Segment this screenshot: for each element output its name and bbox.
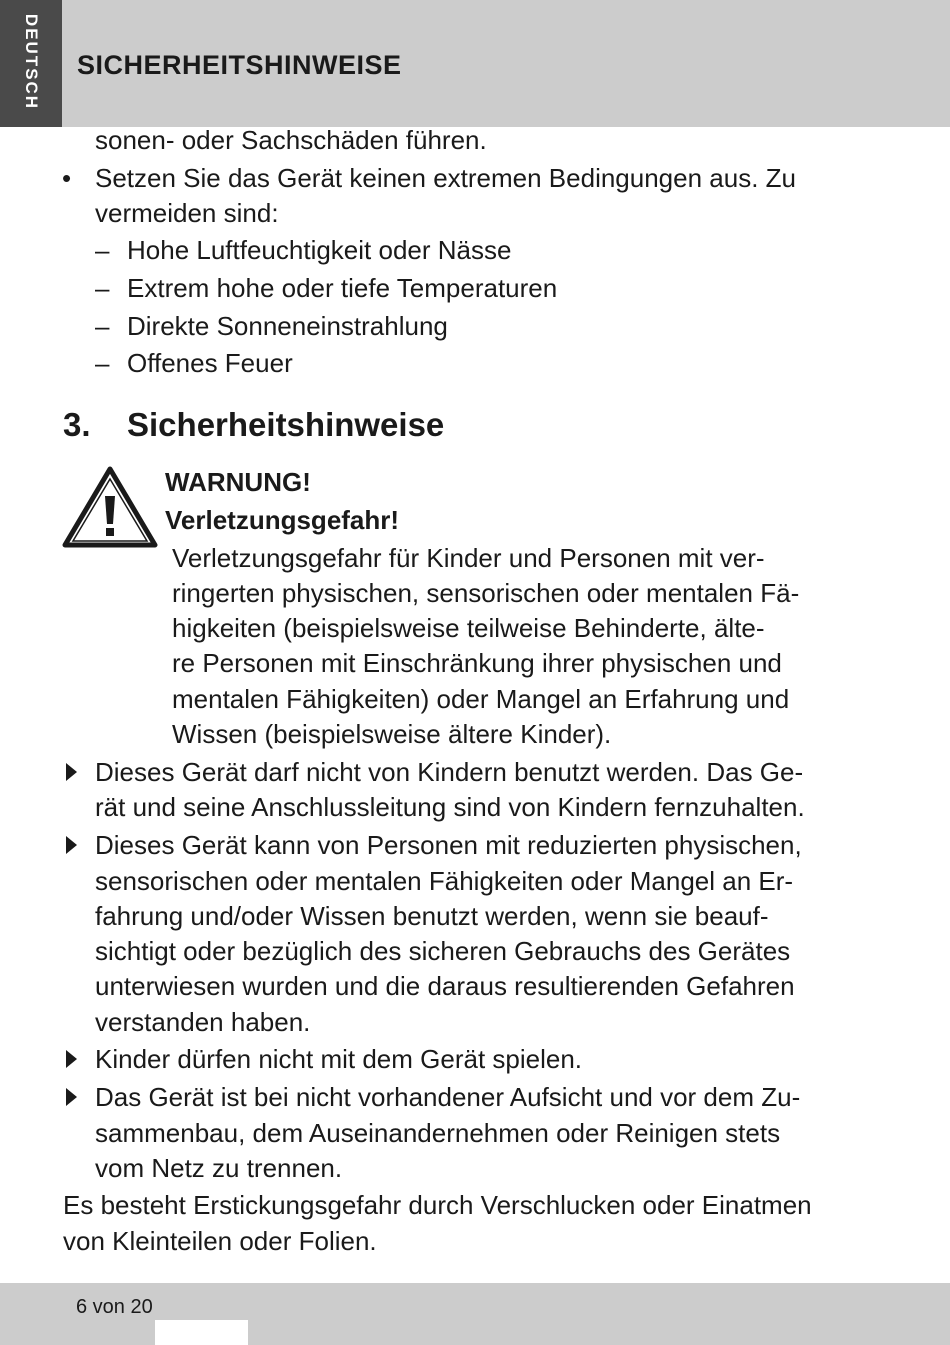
- bullet-marker: •: [62, 163, 72, 193]
- warning-triangle-icon: [62, 466, 158, 548]
- dash-marker: –: [95, 348, 110, 378]
- warning-body-line: re Personen mit Einschränkung ihrer physischen und: [172, 648, 782, 678]
- sub-item: Direkte Sonneneinstrahlung: [127, 311, 448, 341]
- instruction-line: sammenbau, dem Auseinandernehmen oder Reinigen stets: [95, 1118, 781, 1148]
- arrow-bullet-icon: [66, 836, 77, 854]
- sub-item: Extrem hohe oder tiefe Temperaturen: [127, 273, 558, 303]
- warning-label: WARNUNG!: [165, 467, 311, 497]
- instruction-line: verstanden haben.: [95, 1007, 311, 1037]
- sub-item: Hohe Luftfeuchtigkeit oder Nässe: [127, 235, 512, 265]
- warning-body-line: mentalen Fähigkeiten) oder Mangel an Erfahrung und: [172, 684, 790, 714]
- language-tab-label: DEUTSCH: [22, 13, 41, 111]
- warning-body-line: ringerten physischen, sensorischen oder mentalen Fä-: [172, 578, 800, 608]
- warning-body-line: Wissen (beispielsweise ältere Kinder).: [172, 719, 612, 749]
- dash-marker: –: [95, 273, 110, 303]
- section-title: Sicherheitshinweise: [127, 406, 445, 443]
- warning-body-line: Verletzungsgefahr für Kinder und Personen mit ver-: [172, 543, 765, 573]
- language-tab: [0, 0, 62, 127]
- bullet-line: vermeiden sind:: [95, 198, 279, 228]
- instruction-line: Kinder dürfen nicht mit dem Gerät spielen.: [95, 1044, 583, 1074]
- closing-line: Es besteht Erstickungsgefahr durch Verschlucken oder Einatmen: [63, 1190, 812, 1220]
- header-title: SICHERHEITSHINWEISE: [77, 50, 402, 80]
- arrow-bullet-icon: [66, 1088, 77, 1106]
- warning-body-line: higkeiten (beispielsweise teilweise Behinderte, älte-: [172, 613, 765, 643]
- instruction-line: sichtigt oder bezüglich des sicheren Gebrauchs des Gerätes: [95, 936, 791, 966]
- sub-item: Offenes Feuer: [127, 348, 293, 378]
- section-number: 3.: [63, 406, 91, 443]
- page-number: 6 von 20: [76, 1296, 153, 1318]
- instruction-line: fahrung und/oder Wissen benutzt werden, wenn sie beauf-: [95, 901, 769, 931]
- instruction-line: Dieses Gerät kann von Personen mit reduzierten physischen,: [95, 830, 802, 860]
- instruction-line: sensorischen oder mentalen Fähigkeiten oder Mangel an Er-: [95, 866, 794, 896]
- closing-line: von Kleinteilen oder Folien.: [63, 1226, 377, 1256]
- instruction-line: vom Netz zu trennen.: [95, 1153, 343, 1183]
- instruction-line: Das Gerät ist bei nicht vorhandener Aufsicht und vor dem Zu-: [95, 1082, 801, 1112]
- instruction-line: unterwiesen wurden und die daraus resultierenden Gefahren: [95, 971, 795, 1001]
- bullet-line: Setzen Sie das Gerät keinen extremen Bedingungen aus. Zu: [95, 163, 796, 193]
- dash-marker: –: [95, 311, 110, 341]
- dash-marker: –: [95, 235, 110, 265]
- footer-strip: [155, 1320, 248, 1345]
- instruction-line: rät und seine Anschlussleitung sind von Kindern fernzuhalten.: [95, 792, 805, 822]
- warning-subtitle: Verletzungsgefahr!: [165, 505, 400, 535]
- arrow-bullet-icon: [66, 763, 77, 781]
- continued-line: sonen- oder Sachschäden führen.: [95, 125, 487, 155]
- arrow-bullet-icon: [66, 1050, 77, 1068]
- instruction-line: Dieses Gerät darf nicht von Kindern benutzt werden. Das Ge-: [95, 757, 804, 787]
